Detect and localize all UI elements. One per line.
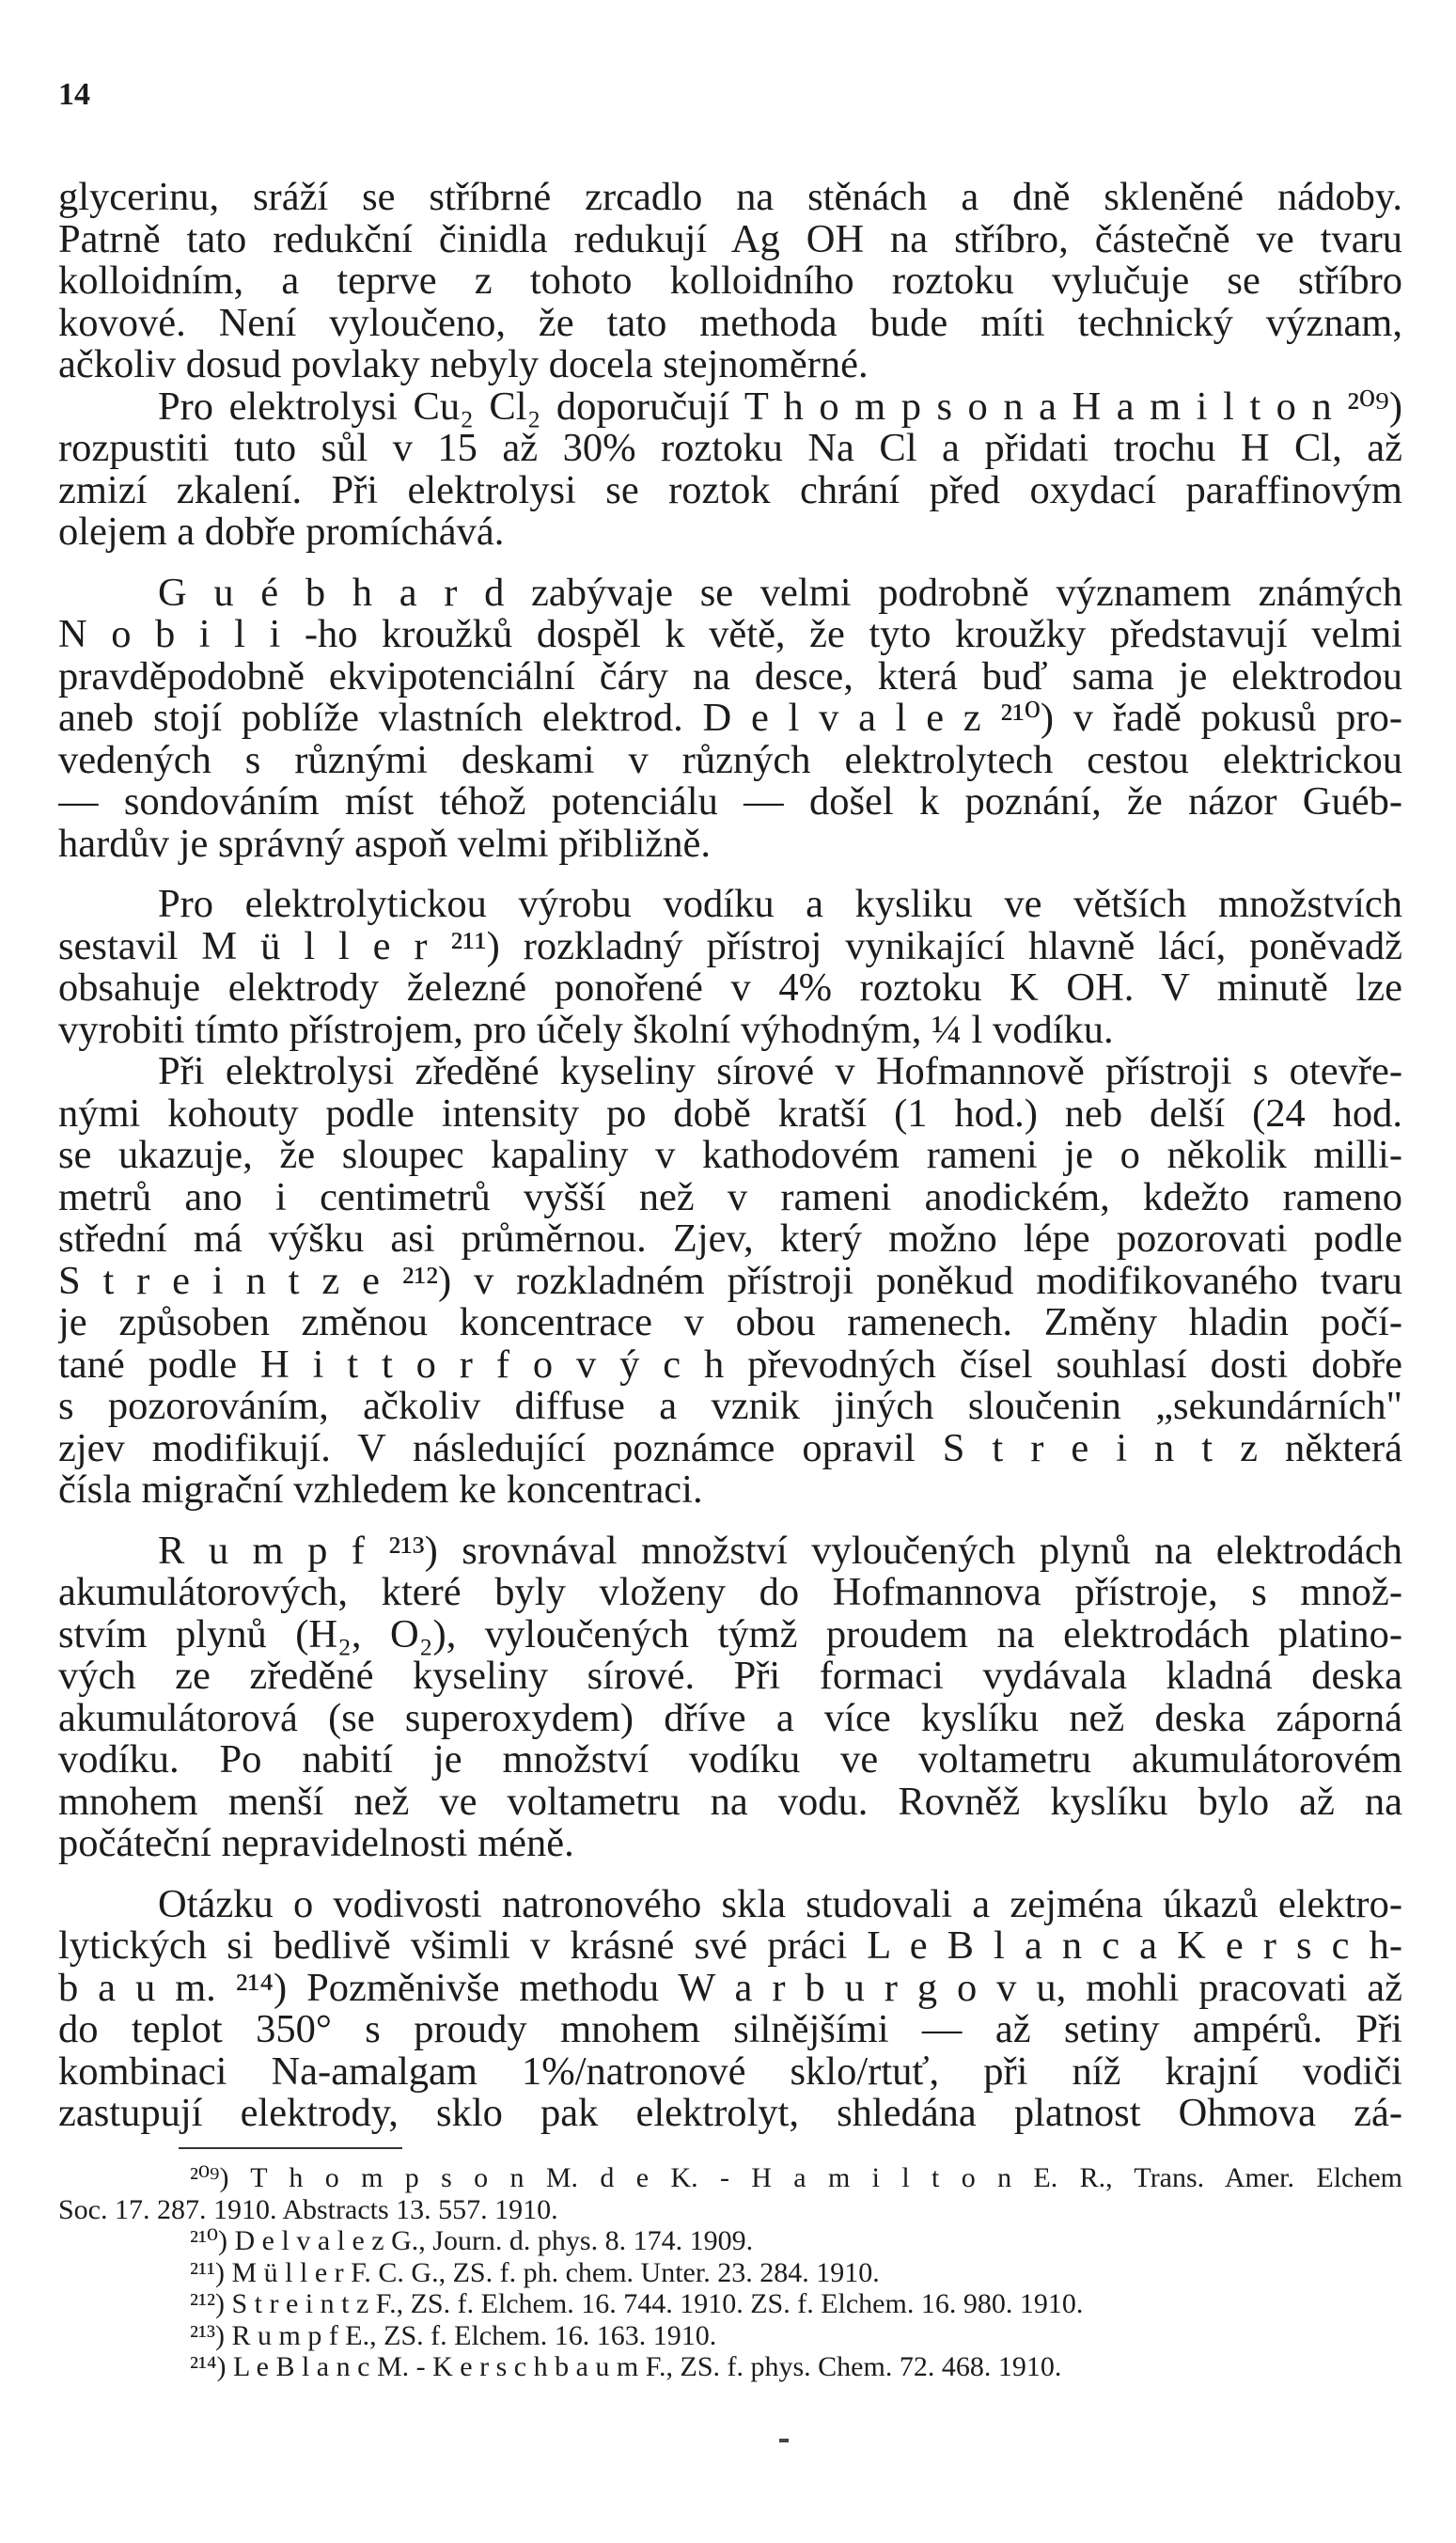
text-line: kolloidním, a teprve z tohoto kolloidního roztoku vylučuje se stříbro (58, 260, 1402, 303)
text-line: vých ze zředěné kyseliny sírové. Při formaci vydávala kladná deska (58, 1656, 1402, 1698)
text-line: mnohem menší než ve voltametru na vodu. Rovněž kyslíku bylo až na (58, 1781, 1402, 1823)
text-line: kovové. Není vyloučeno, že tato methoda bude míti technický význam, (58, 302, 1402, 344)
text-line: Otázku o vodivosti natronového skla studovali a zejména úkazů elektro- (158, 1883, 1402, 1925)
footnotes (58, 2162, 1402, 2383)
text-line: Patrně tato redukční činidla redukují Ag OH na stříbro, částečně ve tvaru (58, 218, 1402, 260)
text-line: se ukazuje, že sloupec kapaliny v kathodovém rameni je o několik milli- (58, 1135, 1402, 1177)
page-number: 14 (58, 77, 90, 112)
text-line: rozpustiti tuto sůl v 15 až 30% roztoku Na Cl a přidati trochu H Cl, až (58, 428, 1402, 470)
text-line: hardův je správný aspoň velmi přibližně. (58, 823, 711, 865)
footnote-line: Soc. 17. 287. 1910. Abstracts 13. 557. 1910. (58, 2193, 558, 2225)
paragraph (58, 1051, 1402, 1512)
text-line: N o b i l i -ho kroužků dospěl k větě, že tyto kroužky představují velmi (58, 614, 1402, 656)
paragraph (58, 884, 1402, 1051)
text-line: zmizí zkalení. Při elektrolysi se roztok chrání před oxydací paraffinovým (58, 469, 1402, 511)
text-line: — sondováním míst téhož potenciálu — došel k poznání, že názor Guéb- (58, 781, 1402, 824)
text-line: zastupují elektrody, sklo pak elektrolyt, shledána platnost Ohmova zá- (58, 2093, 1402, 2135)
text-line: b a u m. ²¹⁴) Pozměnivše methodu W a r b u r g o v u, mohli pracovati až (58, 1967, 1402, 2009)
text-line: akumulátorová (se superoxydem) dříve a více kyslíku než deska záporná (58, 1697, 1402, 1739)
text-line: obsahuje elektrody železné ponořené v 4% roztoku K OH. V minutě lze (58, 967, 1402, 1010)
footnote-line: ²¹¹) M ü l l e r F. C. G., ZS. f. ph. chem. Unter. 23. 284. 1910. (190, 2256, 880, 2288)
text-line: počáteční nepravidelnosti méně. (58, 1823, 574, 1865)
text-line: Při elektrolysi zředěné kyseliny sírové v Hofmannově přístroji s otevře- (158, 1051, 1402, 1093)
paragraph (58, 177, 1402, 386)
text-line: vodíku. Po nabití je množství vodíku ve voltametru akumulátorovém (58, 1739, 1402, 1782)
text-line: Pro elektrolysi Cu₂ Cl₂ doporučují T h o m p s o n a H a m i l t o n ²⁰⁹) (158, 385, 1402, 428)
text-line: olejem a dobře promíchává. (58, 511, 505, 554)
text-line: kombinaci Na-amalgam 1%/natronové sklo/rtuť, při níž krajní vodiči (58, 2050, 1402, 2093)
footnote-line: ²⁰⁹) T h o m p s o n M. d e K. - H a m i l t o n E. R., Trans. Amer. Elchem (190, 2162, 1402, 2193)
text-line: tané podle H i t t o r f o v ý c h převodných čísel souhlasí dosti dobře (58, 1343, 1402, 1386)
text-line: Pro elektrolytickou výrobu vodíku a kysliku ve větších množstvích (158, 884, 1402, 926)
paragraph (58, 1531, 1402, 1865)
text-line: s pozorováním, ačkoliv diffuse a vznik jiných sloučenin „sekundárních" (58, 1386, 1402, 1428)
text-line: sestavil M ü l l e r ²¹¹) rozkladný přístroj vynikající hlavně lácí, poněvadž (58, 925, 1402, 967)
paragraph (58, 1884, 1402, 2135)
text-line: akumulátorových, které byly vloženy do Hofmannova přístroje, s množ- (58, 1572, 1402, 1614)
text-line: S t r e i n t z e ²¹²) v rozkladném přístroji poněkud modifikovaného tvaru (58, 1260, 1402, 1302)
text-line: vyrobiti tímto přístrojem, pro účely školní výhodným, ¼ l vodíku. (58, 1009, 1114, 1051)
footnote-line: ²¹³) R u m p f E., ZS. f. Elchem. 16. 163. 1910. (190, 2319, 717, 2351)
footnote-rule (179, 2147, 402, 2149)
footnote-line: ²¹²) S t r e i n t z F., ZS. f. Elchem. 16. 744. 1910. ZS. f. Elchem. 16. 980. 1910. (190, 2288, 1084, 2319)
text-line: aneb stojí poblíže vlastních elektrod. D e l v a l e z ²¹⁰) v řadě pokusů pro- (58, 698, 1402, 740)
footnote-line: ²¹⁴) L e B l a n c M. - K e r s c h b a u m F., ZS. f. phys. Chem. 72. 468. 1910. (190, 2351, 1062, 2382)
text-line: pravděpodobně ekvipotenciální čáry na desce, která buď sama je elektrodou (58, 655, 1402, 698)
text-line: R u m p f ²¹³) srovnával množství vyloučených plynů na elektrodách (158, 1530, 1402, 1572)
paragraph (58, 573, 1402, 866)
text-line: střední má výšku asi průměrnou. Zjev, který možno lépe pozorovati podle (58, 1218, 1402, 1261)
text-line: do teplot 350° s proudy mnohem silnějšími — až setiny ampérů. Při (58, 2009, 1402, 2051)
text-line: glycerinu, sráží se stříbrné zrcadlo na stěnách a dně skleněné nádoby. (58, 177, 1402, 219)
footnote-line: ²¹⁰) D e l v a l e z G., Journ. d. phys. 8. 174. 1909. (190, 2225, 754, 2256)
text-line: čísla migrační vzhledem ke koncentraci. (58, 1469, 703, 1512)
printer-mark (779, 2439, 789, 2442)
text-line: zjev modifikují. V následující poznámce opravil S t r e i n t z některá (58, 1427, 1402, 1469)
text-line: metrů ano i centimetrů vyšší než v rameni anodickém, kdežto rameno (58, 1176, 1402, 1218)
paragraph (58, 386, 1402, 554)
body-text (58, 177, 1402, 2135)
text-line: nými kohouty podle intensity po době kratší (1 hod.) neb delší (24 hod. (58, 1092, 1402, 1135)
text-line: stvím plynů (H₂, O₂), vyloučených týmž proudem na elektrodách platino- (58, 1613, 1402, 1656)
text-line: je způsoben změnou koncentrace v obou ramenech. Změny hladin počí- (58, 1302, 1402, 1344)
text-line: vedených s různými deskami v různých elektrolytech cestou elektrickou (58, 739, 1402, 781)
text-line: ačkoliv dosud povlaky nebyly docela stejnoměrné. (58, 344, 869, 386)
text-line: lytických si bedlivě všimli v krásné své práci L e B l a n c a K e r s c h- (58, 1925, 1402, 1968)
text-line: G u é b h a r d zabývaje se velmi podrobně významem známých (158, 572, 1402, 614)
